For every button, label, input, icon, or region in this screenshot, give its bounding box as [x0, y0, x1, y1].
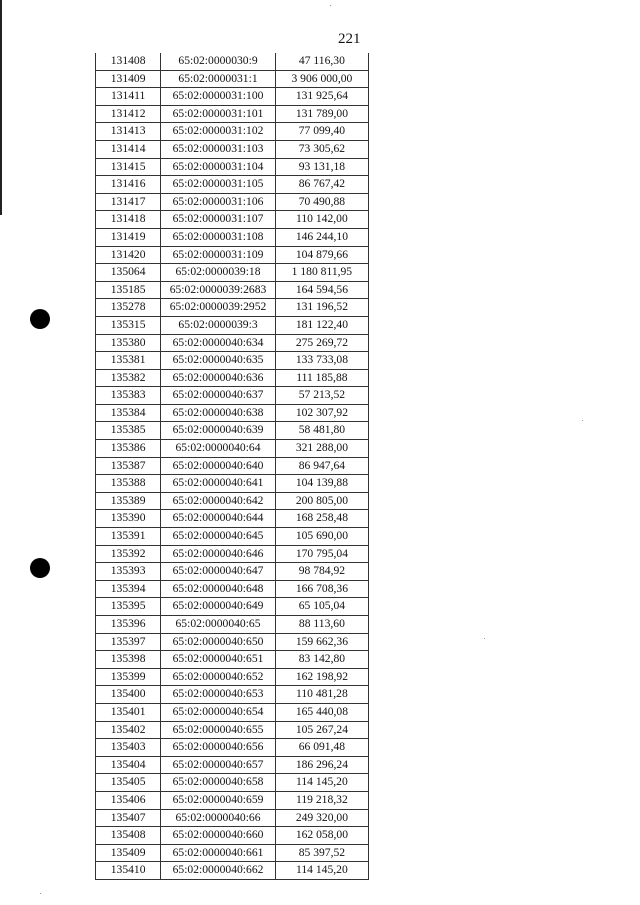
value-cell: 57 213,52: [275, 387, 368, 405]
record-id-cell: 135387: [96, 457, 161, 475]
table-row: [96, 193, 369, 211]
cadastral-number-cell: 65:02:0000040:635: [161, 352, 276, 370]
record-id-cell: 135393: [96, 563, 161, 581]
cadastral-number-cell: 65:02:0000031:100: [161, 88, 276, 106]
value-cell: 200 805,00: [275, 492, 368, 510]
table-row: [96, 791, 369, 809]
table-row: [96, 475, 369, 493]
cadastral-number-cell: 65:02:0000040:636: [161, 369, 276, 387]
cadastral-number-cell: 65:02:0000040:648: [161, 580, 276, 598]
record-id-cell: 135315: [96, 316, 161, 334]
table-row: [96, 352, 369, 370]
cadastral-number-cell: 65:02:0000040:640: [161, 457, 276, 475]
value-cell: 114 145,20: [275, 862, 368, 880]
table-row: [96, 862, 369, 880]
record-id-cell: 135394: [96, 580, 161, 598]
table-row: [96, 123, 369, 141]
record-id-cell: 135396: [96, 616, 161, 634]
table-row: [96, 739, 369, 757]
value-cell: 159 662,36: [275, 633, 368, 651]
cadastral-number-cell: 65:02:0000031:103: [161, 140, 276, 158]
table-row: [96, 211, 369, 229]
record-id-cell: 135388: [96, 475, 161, 493]
table-row: [96, 545, 369, 563]
cadastral-number-cell: 65:02:0000031:101: [161, 105, 276, 123]
record-id-cell: 135381: [96, 352, 161, 370]
record-id-cell: 135406: [96, 791, 161, 809]
value-cell: 104 879,66: [275, 246, 368, 264]
value-cell: 88 113,60: [275, 616, 368, 634]
record-id-cell: 131412: [96, 105, 161, 123]
cadastral-number-cell: 65:02:0000040:656: [161, 739, 276, 757]
cadastral-number-cell: 65:02:0000030:9: [161, 53, 276, 70]
value-cell: 93 131,18: [275, 158, 368, 176]
table-row: [96, 334, 369, 352]
cadastral-number-cell: 65:02:0000039:2683: [161, 281, 276, 299]
record-id-cell: 135401: [96, 703, 161, 721]
table-row: [96, 264, 369, 282]
table-row: [96, 598, 369, 616]
table-row: [96, 756, 369, 774]
table-row: [96, 633, 369, 651]
record-id-cell: 135382: [96, 369, 161, 387]
table-row: [96, 316, 369, 334]
cadastral-number-cell: 65:02:0000040:657: [161, 756, 276, 774]
value-cell: 186 296,24: [275, 756, 368, 774]
table-row: [96, 844, 369, 862]
value-cell: 3 906 000,00: [275, 70, 368, 88]
record-id-cell: 131409: [96, 70, 161, 88]
record-id-cell: 135407: [96, 809, 161, 827]
record-id-cell: 135278: [96, 299, 161, 317]
value-cell: 77 099,40: [275, 123, 368, 141]
punch-hole: [30, 558, 50, 578]
value-cell: 111 185,88: [275, 369, 368, 387]
value-cell: 162 198,92: [275, 668, 368, 686]
record-id-cell: 135389: [96, 492, 161, 510]
table-row: [96, 158, 369, 176]
table-row: [96, 492, 369, 510]
record-id-cell: 131411: [96, 88, 161, 106]
record-id-cell: 135391: [96, 528, 161, 546]
cadastral-number-cell: 65:02:0000031:104: [161, 158, 276, 176]
value-cell: 110 481,28: [275, 686, 368, 704]
record-id-cell: 131415: [96, 158, 161, 176]
value-cell: 83 142,80: [275, 651, 368, 669]
record-id-cell: 131414: [96, 140, 161, 158]
value-cell: 166 708,36: [275, 580, 368, 598]
table-row: [96, 616, 369, 634]
scan-speck: [330, 5, 331, 6]
table-row: [96, 387, 369, 405]
cadastral-number-cell: 65:02:0000040:634: [161, 334, 276, 352]
record-id-cell: 135403: [96, 739, 161, 757]
scan-speck: [582, 420, 583, 421]
record-id-cell: 135380: [96, 334, 161, 352]
value-cell: 104 139,88: [275, 475, 368, 493]
table-row: [96, 281, 369, 299]
cadastral-number-cell: 65:02:0000040:658: [161, 774, 276, 792]
table-row: [96, 686, 369, 704]
cadastral-number-cell: 65:02:0000040:655: [161, 721, 276, 739]
cadastral-number-cell: 65:02:0000039:18: [161, 264, 276, 282]
table-row: [96, 176, 369, 194]
value-cell: 86 947,64: [275, 457, 368, 475]
cadastral-number-cell: 65:02:0000031:105: [161, 176, 276, 194]
value-cell: 65 105,04: [275, 598, 368, 616]
scan-edge-bar: [0, 0, 2, 215]
value-cell: 164 594,56: [275, 281, 368, 299]
value-cell: 105 267,24: [275, 721, 368, 739]
cadastral-number-cell: 65:02:0000031:1: [161, 70, 276, 88]
table-row: [96, 404, 369, 422]
value-cell: 86 767,42: [275, 176, 368, 194]
cadastral-number-cell: 65:02:0000040:65: [161, 616, 276, 634]
value-cell: 66 091,48: [275, 739, 368, 757]
value-cell: 133 733,08: [275, 352, 368, 370]
value-cell: 102 307,92: [275, 404, 368, 422]
record-id-cell: 135392: [96, 545, 161, 563]
table-row: [96, 228, 369, 246]
scan-speck: [484, 638, 485, 639]
record-id-cell: 135404: [96, 756, 161, 774]
table-row: [96, 774, 369, 792]
record-id-cell: 135395: [96, 598, 161, 616]
table-row: [96, 721, 369, 739]
table-row: [96, 53, 369, 70]
cadastral-number-cell: 65:02:0000040:654: [161, 703, 276, 721]
table-row: [96, 246, 369, 264]
scan-speck: [40, 893, 41, 894]
cadastral-number-cell: 65:02:0000040:653: [161, 686, 276, 704]
cadastral-number-cell: 65:02:0000031:109: [161, 246, 276, 264]
table-row: [96, 88, 369, 106]
cadastral-number-cell: 65:02:0000040:64: [161, 440, 276, 458]
cadastral-table: [95, 53, 369, 880]
table-row: [96, 668, 369, 686]
record-id-cell: 135398: [96, 651, 161, 669]
table-row: [96, 528, 369, 546]
cadastral-number-cell: 65:02:0000040:66: [161, 809, 276, 827]
cadastral-number-cell: 65:02:0000031:106: [161, 193, 276, 211]
cadastral-number-cell: 65:02:0000040:661: [161, 844, 276, 862]
cadastral-number-cell: 65:02:0000040:662: [161, 862, 276, 880]
record-id-cell: 131408: [96, 53, 161, 70]
cadastral-number-cell: 65:02:0000031:102: [161, 123, 276, 141]
value-cell: 110 142,00: [275, 211, 368, 229]
record-id-cell: 135405: [96, 774, 161, 792]
table-row: [96, 703, 369, 721]
value-cell: 170 795,04: [275, 545, 368, 563]
value-cell: 114 145,20: [275, 774, 368, 792]
record-id-cell: 131419: [96, 228, 161, 246]
value-cell: 131 925,64: [275, 88, 368, 106]
value-cell: 70 490,88: [275, 193, 368, 211]
table-row: [96, 140, 369, 158]
record-id-cell: 135408: [96, 827, 161, 845]
value-cell: 119 218,32: [275, 791, 368, 809]
record-id-cell: 135064: [96, 264, 161, 282]
cadastral-number-cell: 65:02:0000040:649: [161, 598, 276, 616]
cadastral-number-cell: 65:02:0000040:638: [161, 404, 276, 422]
cadastral-number-cell: 65:02:0000039:2952: [161, 299, 276, 317]
value-cell: 162 058,00: [275, 827, 368, 845]
record-id-cell: 131418: [96, 211, 161, 229]
record-id-cell: 135409: [96, 844, 161, 862]
value-cell: 165 440,08: [275, 703, 368, 721]
value-cell: 275 269,72: [275, 334, 368, 352]
page-number: 221: [338, 31, 361, 47]
cadastral-number-cell: 65:02:0000040:641: [161, 475, 276, 493]
table-row: [96, 457, 369, 475]
value-cell: 58 481,80: [275, 422, 368, 440]
value-cell: 98 784,92: [275, 563, 368, 581]
record-id-cell: 135410: [96, 862, 161, 880]
record-id-cell: 135390: [96, 510, 161, 528]
table-row: [96, 510, 369, 528]
record-id-cell: 131416: [96, 176, 161, 194]
cadastral-number-cell: 65:02:0000040:645: [161, 528, 276, 546]
table-row: [96, 580, 369, 598]
table-row: [96, 422, 369, 440]
value-cell: 181 122,40: [275, 316, 368, 334]
value-cell: 168 258,48: [275, 510, 368, 528]
record-id-cell: 135386: [96, 440, 161, 458]
record-id-cell: 135383: [96, 387, 161, 405]
value-cell: 131 196,52: [275, 299, 368, 317]
table-row: [96, 369, 369, 387]
cadastral-number-cell: 65:02:0000040:647: [161, 563, 276, 581]
value-cell: 105 690,00: [275, 528, 368, 546]
record-id-cell: 131413: [96, 123, 161, 141]
cadastral-number-cell: 65:02:0000039:3: [161, 316, 276, 334]
cadastral-number-cell: 65:02:0000040:660: [161, 827, 276, 845]
cadastral-number-cell: 65:02:0000040:659: [161, 791, 276, 809]
record-id-cell: 135399: [96, 668, 161, 686]
cadastral-number-cell: 65:02:0000040:652: [161, 668, 276, 686]
value-cell: 85 397,52: [275, 844, 368, 862]
table-row: [96, 563, 369, 581]
cadastral-number-cell: 65:02:0000040:637: [161, 387, 276, 405]
cadastral-number-cell: 65:02:0000031:107: [161, 211, 276, 229]
cadastral-number-cell: 65:02:0000040:650: [161, 633, 276, 651]
record-id-cell: 135385: [96, 422, 161, 440]
record-id-cell: 131417: [96, 193, 161, 211]
table-row: [96, 651, 369, 669]
table-row: [96, 70, 369, 88]
record-id-cell: 135185: [96, 281, 161, 299]
value-cell: 73 305,62: [275, 140, 368, 158]
table-row: [96, 105, 369, 123]
table-body: [96, 53, 369, 879]
value-cell: 47 116,30: [275, 53, 368, 70]
value-cell: 146 244,10: [275, 228, 368, 246]
table-row: [96, 440, 369, 458]
cadastral-number-cell: 65:02:0000040:642: [161, 492, 276, 510]
table-row: [96, 827, 369, 845]
value-cell: 321 288,00: [275, 440, 368, 458]
table-row: [96, 299, 369, 317]
record-id-cell: 135400: [96, 686, 161, 704]
cadastral-number-cell: 65:02:0000031:108: [161, 228, 276, 246]
value-cell: 249 320,00: [275, 809, 368, 827]
record-id-cell: 135384: [96, 404, 161, 422]
punch-hole: [30, 309, 50, 329]
cadastral-number-cell: 65:02:0000040:644: [161, 510, 276, 528]
cadastral-number-cell: 65:02:0000040:651: [161, 651, 276, 669]
value-cell: 1 180 811,95: [275, 264, 368, 282]
cadastral-number-cell: 65:02:0000040:646: [161, 545, 276, 563]
record-id-cell: 131420: [96, 246, 161, 264]
cadastral-number-cell: 65:02:0000040:639: [161, 422, 276, 440]
record-id-cell: 135402: [96, 721, 161, 739]
table-row: [96, 809, 369, 827]
record-id-cell: 135397: [96, 633, 161, 651]
value-cell: 131 789,00: [275, 105, 368, 123]
